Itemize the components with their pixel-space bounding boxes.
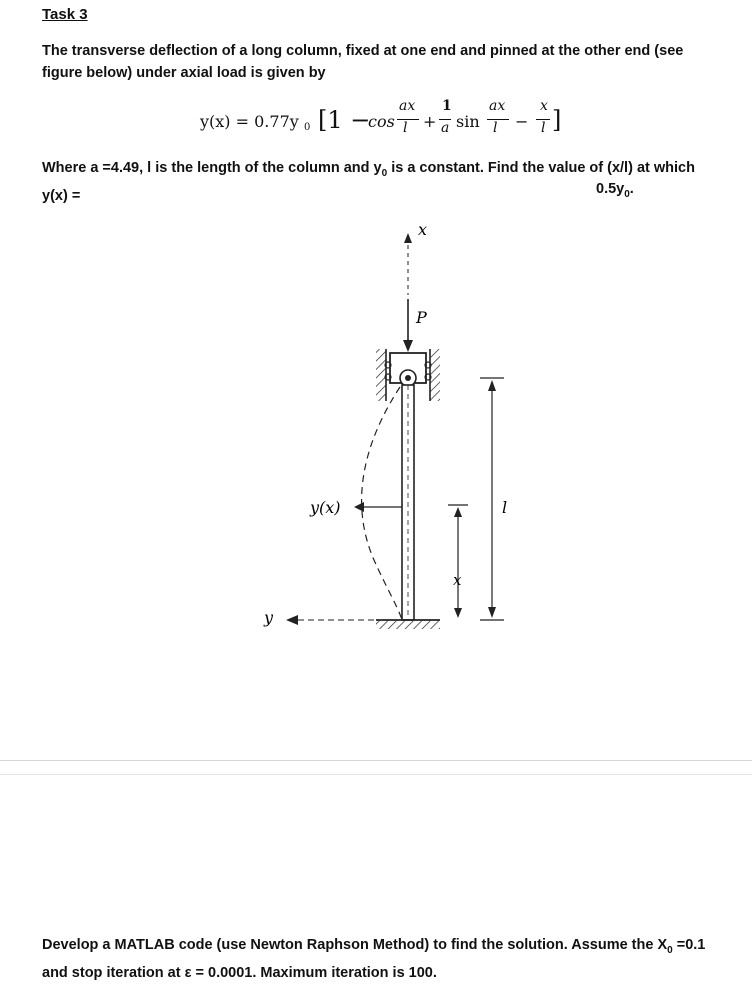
load-arrowhead — [403, 340, 413, 352]
deflection-formula — [200, 98, 580, 144]
half-subscript: 0 — [624, 188, 630, 200]
formula-lhs-subscript: 0 — [304, 122, 311, 133]
fixed-base-hatch — [376, 621, 440, 629]
frac4-numerator: x — [540, 98, 548, 114]
position-dim-arrow-bottom — [454, 608, 462, 618]
frac1-bar — [397, 119, 419, 120]
x-axis-label: x — [418, 220, 428, 239]
formula-open-bracket: [1 − — [318, 106, 371, 134]
frac3-bar — [487, 119, 509, 120]
frac1-numerator: ax — [399, 98, 416, 114]
x-axis-arrowhead — [404, 233, 412, 243]
left-wall-hatch — [376, 349, 386, 401]
formula-cos: cos — [368, 112, 395, 131]
position-label: x — [453, 571, 462, 589]
task-title: Task 3 — [42, 6, 88, 23]
load-label: P — [416, 308, 427, 327]
frac4-denominator: l — [541, 120, 546, 136]
task-paragraph — [42, 934, 722, 984]
intro-paragraph: The transverse deflection of a long column, fixed at one end and pinned at the other end (see figure below) under axial load is given by — [42, 43, 684, 81]
page-divider-1 — [0, 760, 752, 761]
y-axis-label: y — [264, 608, 274, 627]
formula-lhs: y(x) = 0.77y — [200, 112, 299, 131]
where-text: Where a =4.49, l is the length of the column and y — [42, 160, 382, 176]
column-figure — [250, 215, 530, 650]
target-value — [596, 181, 634, 200]
column-diagram — [250, 215, 530, 645]
formula-close-bracket: ] — [552, 106, 562, 134]
frac2-denominator: a — [441, 120, 450, 136]
task-subscript: 0 — [667, 944, 673, 956]
page-divider-2 — [0, 774, 752, 775]
y-axis-arrowhead — [286, 615, 298, 625]
frac3-denominator: l — [493, 120, 498, 136]
deflection-label: y(x) — [310, 498, 341, 517]
half-end: . — [629, 181, 634, 197]
right-wall-hatch — [430, 349, 440, 401]
frac3-numerator: ax — [489, 98, 506, 114]
where-rest: is a constant. Find the value of (x/l) at which y(x) = — [42, 160, 695, 204]
position-dim-arrow-top — [454, 507, 462, 517]
task-rest: =0.1 and stop iteration at ε = 0.0001. Maximum iteration is 100. — [42, 937, 706, 981]
formula-plus: + — [423, 112, 437, 131]
formula-minus: − — [515, 112, 529, 131]
where-subscript: 0 — [381, 167, 388, 179]
length-dim-arrow-top — [488, 380, 496, 391]
formula-sin: sin — [456, 112, 480, 131]
half-value: 0.5y — [596, 181, 625, 197]
length-label: l — [502, 498, 508, 517]
task-text: Develop a MATLAB code (use Newton Raphson Method) to find the solution. Assume the X — [42, 937, 668, 953]
deflection-arrowhead — [354, 502, 364, 512]
frac1-denominator: l — [403, 120, 408, 136]
deflected-shape — [362, 387, 402, 620]
length-dim-arrow-bottom — [488, 607, 496, 618]
frac2-numerator: 1 — [442, 98, 452, 114]
pin-center — [405, 375, 411, 381]
